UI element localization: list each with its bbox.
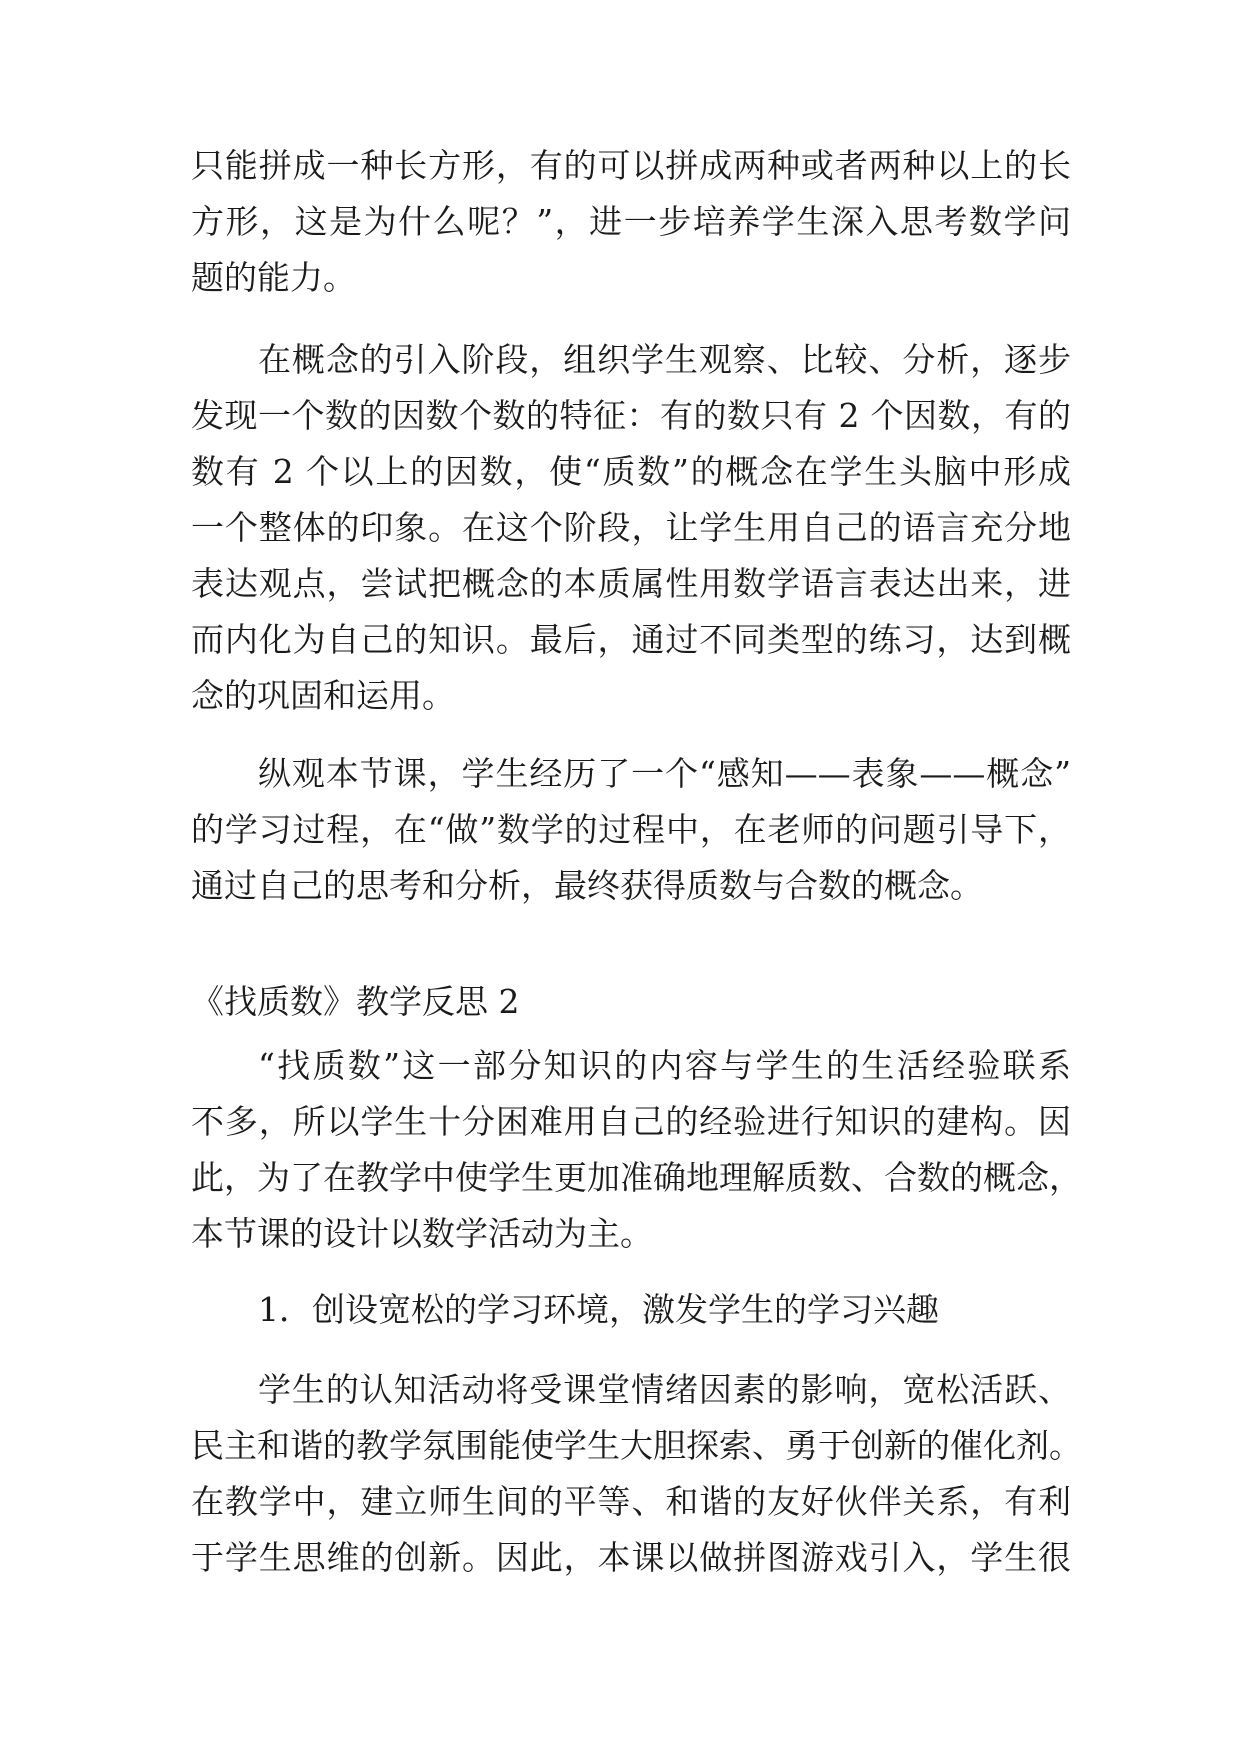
paragraph-3-line-1: 纵观本节课，学生经历了一个“感知——表象——概念” (258, 754, 1071, 793)
paragraph-2-line-3: 数有 2 个以上的因数，使“质数”的概念在学生头脑中形成 (191, 452, 1071, 491)
paragraph-2-line-4: 一个整体的印象。在这个阶段，让学生用自己的语言充分地 (191, 508, 1071, 547)
paragraph-1-line-3: 题的能力。 (191, 258, 356, 297)
paragraph-2-line-5: 表达观点，尝试把概念的本质属性用数学语言表达出来，进 (191, 564, 1071, 603)
subheading-1: 1．创设宽松的学习环境，激发学生的学习兴趣 (258, 1290, 939, 1329)
paragraph-2-line-1: 在概念的引入阶段，组织学生观察、比较、分析，逐步 (258, 340, 1071, 379)
section-title: 《找质数》教学反思 2 (191, 982, 520, 1021)
paragraph-5-line-4: 于学生思维的创新。因此，本课以做拼图游戏引入，学生很 (191, 1538, 1071, 1577)
paragraph-5-line-3: 在教学中，建立师生间的平等、和谐的友好伙伴关系，有利 (191, 1482, 1071, 1521)
paragraph-3-line-2: 的学习过程，在“做”数学的过程中，在老师的问题引导下， (191, 810, 1071, 849)
paragraph-2-line-7: 念的巩固和运用。 (191, 676, 455, 715)
paragraph-4-line-1: “找质数”这一部分知识的内容与学生的生活经验联系 (258, 1046, 1071, 1085)
paragraph-5-line-2: 民主和谐的教学氛围能使学生大胆探索、勇于创新的催化剂。 (191, 1426, 1082, 1465)
paragraph-1-line-2: 方形，这是为什么呢？”，进一步培养学生深入思考数学问 (191, 202, 1071, 241)
paragraph-4-line-2: 不多，所以学生十分困难用自己的经验进行知识的建构。因 (191, 1102, 1071, 1141)
paragraph-2-line-2: 发现一个数的因数个数的特征：有的数只有 2 个因数，有的 (191, 396, 1071, 435)
paragraph-4-line-3: 此，为了在教学中使学生更加准确地理解质数、合数的概念， (191, 1158, 1082, 1197)
paragraph-1-line-1: 只能拼成一种长方形，有的可以拼成两种或者两种以上的长 (191, 146, 1071, 185)
paragraph-2-line-6: 而内化为自己的知识。最后，通过不同类型的练习，达到概 (191, 620, 1071, 659)
paragraph-5-line-1: 学生的认知活动将受课堂情绪因素的影响，宽松活跃、 (258, 1370, 1071, 1409)
paragraph-4-line-4: 本节课的设计以数学活动为主。 (191, 1214, 653, 1253)
paragraph-3-line-3: 通过自己的思考和分析，最终获得质数与合数的概念。 (191, 866, 983, 905)
